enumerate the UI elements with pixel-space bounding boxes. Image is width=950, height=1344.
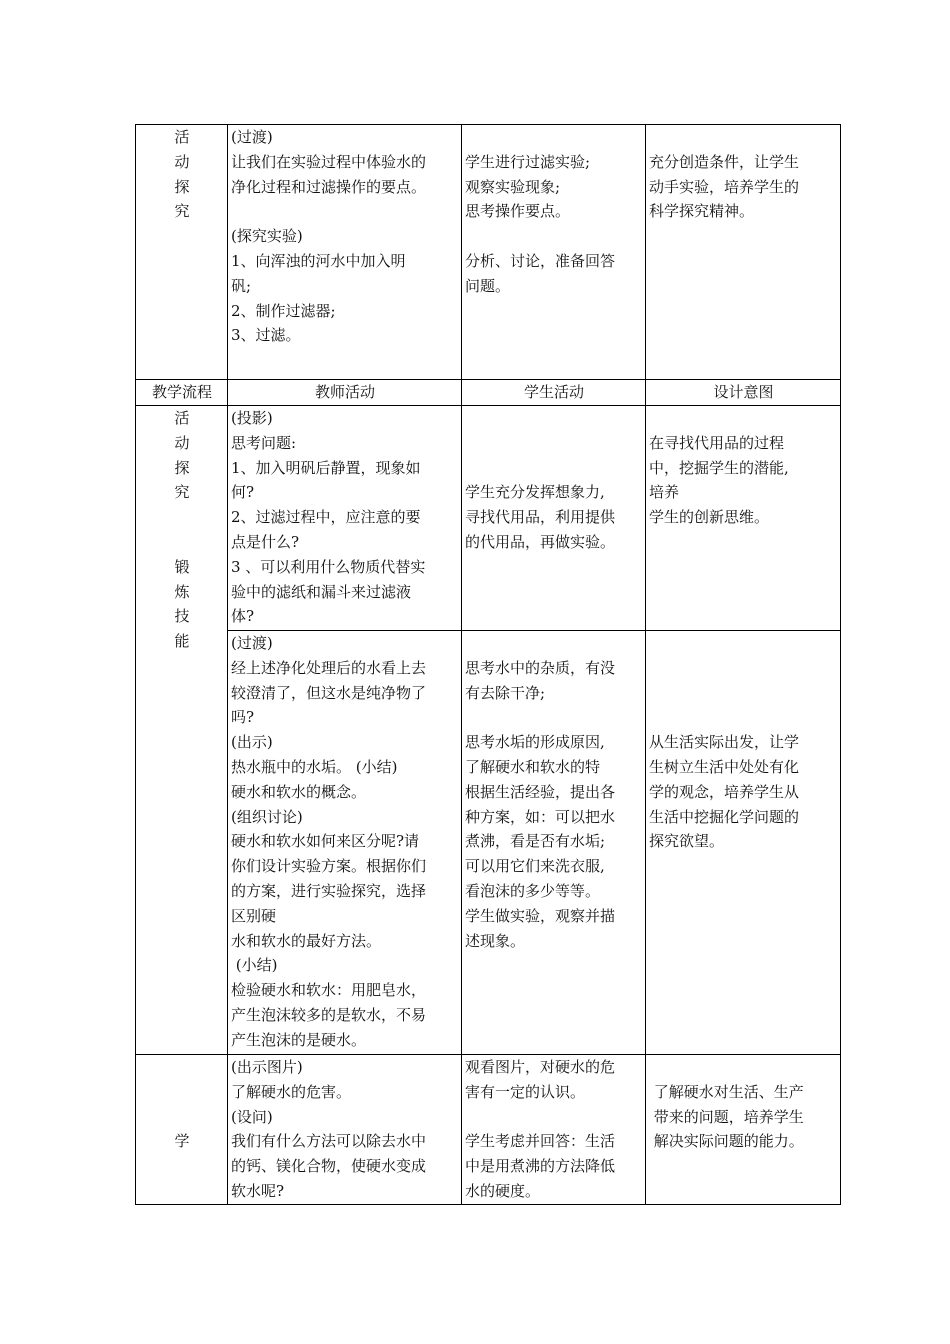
- stage-cell: [136, 125, 228, 380]
- text-line: 有去除干净;: [465, 683, 546, 702]
- text-line: 寻找代用品，利用提供: [465, 508, 616, 527]
- text-line: 究: [174, 202, 190, 221]
- text-line: (出示): [231, 733, 273, 752]
- text-line: 学的观念，培养学生从: [649, 782, 800, 801]
- design-intent-cell: [646, 1055, 841, 1205]
- text-line: 动: [174, 433, 190, 452]
- text-line: 动手实验，培养学生的: [649, 177, 800, 196]
- table-row: [136, 125, 841, 380]
- design-intent-cell: [646, 406, 841, 631]
- text-line: 看泡沫的多少等等。: [465, 881, 601, 900]
- text-line: 活: [174, 409, 190, 427]
- text-line: 了解硬水的危害。: [231, 1082, 352, 1101]
- table-row: [136, 631, 841, 1055]
- text-line: [465, 456, 643, 481]
- text-line: [649, 681, 838, 706]
- text-line: [139, 1055, 225, 1080]
- text-line: 根据生活经验，提出各: [465, 782, 616, 801]
- text-line: (组织讨论): [231, 807, 303, 826]
- table-row: [136, 1055, 841, 1205]
- lesson-plan-table: [135, 124, 841, 1205]
- text-line: 水和软水的最好方法。: [231, 931, 382, 950]
- text-line: 经上述净化处理后的水看上去: [231, 658, 427, 677]
- text-line: 矾;: [231, 276, 252, 295]
- text-line: 了解硬水和软水的特: [465, 757, 601, 776]
- text-line: [465, 1105, 643, 1130]
- text-line: 我们有什么方法可以除去水中: [231, 1132, 427, 1151]
- text-line: 培养: [649, 483, 680, 502]
- text-line: 点是什么?: [231, 532, 300, 551]
- text-line: 从生活实际出发，让学: [649, 733, 800, 752]
- text-line: 热水瓶中的水垢。 (小结): [231, 757, 398, 776]
- design-intent-cell: [646, 125, 841, 380]
- text-line: [465, 705, 643, 730]
- header-teacher-activity: 教师活动: [228, 380, 462, 406]
- text-line: 学生充分发挥想象力,: [465, 483, 605, 502]
- text-line: 探: [174, 177, 190, 196]
- text-line: 探: [174, 458, 190, 477]
- text-line: 吗?: [231, 708, 255, 727]
- text-line: 煮沸，看是否有水垢;: [465, 832, 606, 851]
- text-line: 产生泡沫较多的是软水，不易: [231, 1005, 427, 1024]
- header-student-activity: 学生活动: [462, 380, 646, 406]
- text-line: 思考水垢的形成原因,: [465, 733, 605, 752]
- text-line: 科学探究精神。: [649, 202, 755, 221]
- design-intent-cell: [646, 631, 841, 1055]
- text-line: 3、过滤。: [231, 326, 301, 345]
- text-line: 思考问题:: [231, 433, 297, 452]
- text-line: 区别硬: [231, 906, 277, 925]
- text-line: 充分创造条件，让学生: [649, 152, 800, 171]
- text-line: 中，挖掘学生的潜能,: [649, 458, 789, 477]
- text-line: 体?: [231, 607, 255, 626]
- text-line: 学生的创新思维。: [649, 508, 770, 527]
- text-line: 种方案，如：可以把水: [465, 807, 616, 826]
- text-line: 害有一定的认识。: [465, 1082, 586, 1101]
- text-line: [465, 631, 643, 656]
- text-line: [139, 530, 225, 555]
- text-line: 问题。: [465, 276, 511, 295]
- text-line: 的方案，进行实验探究，选择: [231, 881, 427, 900]
- text-line: [649, 1055, 838, 1080]
- stage-cell: [136, 406, 228, 1055]
- text-line: 分析、讨论，准备回答: [465, 251, 616, 270]
- text-line: 你们设计实验方案。根据你们: [231, 857, 427, 876]
- text-line: 学生考虑并回答：生活: [465, 1132, 616, 1151]
- text-line: 学生进行过滤实验;: [465, 152, 591, 171]
- text-line: 思考操作要点。: [465, 202, 571, 221]
- teacher-activity-cell: [228, 406, 462, 631]
- text-line: 活: [174, 128, 190, 146]
- text-line: 1、向浑浊的河水中加入明: [231, 251, 406, 270]
- text-line: 探究欲望。: [649, 832, 725, 851]
- text-line: (过渡): [231, 634, 273, 652]
- text-line: 产生泡沫的是硬水。: [231, 1030, 367, 1049]
- student-activity-cell: [462, 1055, 646, 1205]
- student-activity-cell: [462, 406, 646, 631]
- text-line: (小结): [231, 956, 278, 975]
- text-line: 验中的滤纸和漏斗来过滤液: [231, 582, 412, 601]
- text-line: 观察实验现象;: [465, 177, 561, 196]
- text-line: [465, 125, 643, 150]
- text-line: 可以用它们来洗衣服,: [465, 857, 605, 876]
- text-line: 检验硬水和软水：用肥皂水，: [231, 981, 427, 1000]
- text-line: 在寻找代用品的过程: [649, 433, 785, 452]
- text-line: 的代用品，再做实验。: [465, 532, 616, 551]
- text-line: [649, 631, 838, 656]
- text-line: 何?: [231, 483, 255, 502]
- text-line: 了解硬水对生活、生产: [649, 1082, 804, 1101]
- text-line: 观看图片，对硬水的危: [465, 1058, 616, 1076]
- text-line: [139, 1105, 225, 1130]
- text-line: [139, 505, 225, 530]
- text-line: 净化过程和过滤操作的要点。: [231, 177, 427, 196]
- text-line: 究: [174, 483, 190, 502]
- text-line: [649, 125, 838, 150]
- text-line: 1、加入明矾后静置，现象如: [231, 458, 421, 477]
- header-teaching-process: 教学流程: [136, 380, 228, 406]
- text-line: [649, 656, 838, 681]
- text-line: 中是用煮沸的方法降低: [465, 1157, 616, 1176]
- text-line: [649, 705, 838, 730]
- text-line: 带来的问题，培养学生: [649, 1107, 804, 1126]
- text-line: 学生做实验，观察并描: [465, 906, 616, 925]
- teacher-activity-cell: [228, 1055, 462, 1205]
- text-line: 水的硬度。: [465, 1181, 541, 1200]
- text-line: 让我们在实验过程中体验水的: [231, 152, 427, 171]
- teacher-activity-cell: [228, 125, 462, 380]
- text-line: (出示图片): [231, 1058, 303, 1076]
- text-line: 能: [174, 632, 190, 651]
- text-line: 思考水中的杂质，有没: [465, 658, 616, 677]
- teacher-activity-cell: [228, 631, 462, 1055]
- text-line: [649, 406, 838, 431]
- text-line: (投影): [231, 409, 273, 427]
- stage-cell: [136, 1055, 228, 1205]
- text-line: 生活中挖掘化学问题的: [649, 807, 800, 826]
- text-line: 较澄清了，但这水是纯净物了: [231, 683, 427, 702]
- table-row: [136, 406, 841, 631]
- text-line: 学: [174, 1132, 190, 1151]
- student-activity-cell: [462, 631, 646, 1055]
- text-line: 3 、可以利用什么物质代替实: [231, 557, 426, 576]
- text-line: (设问): [231, 1107, 273, 1126]
- text-line: 硬水和软水如何来区分呢?请: [231, 832, 420, 851]
- text-line: 锻: [174, 557, 190, 576]
- text-line: [465, 431, 643, 456]
- header-design-intent: 设计意图: [646, 380, 841, 406]
- text-line: [139, 1080, 225, 1105]
- text-line: 硬水和软水的概念。: [231, 782, 367, 801]
- text-line: (过渡): [231, 128, 273, 146]
- text-line: 的钙、镁化合物，使硬水变成: [231, 1157, 427, 1176]
- text-line: 解决实际问题的能力。: [649, 1132, 804, 1151]
- text-line: 2、制作过滤器;: [231, 301, 336, 320]
- text-line: 软水呢?: [231, 1181, 285, 1200]
- text-line: [465, 406, 643, 431]
- table-header-row: [136, 380, 841, 406]
- text-line: 述现象。: [465, 931, 526, 950]
- text-line: (探究实验): [231, 227, 303, 246]
- text-line: 动: [174, 152, 190, 171]
- text-line: 技: [174, 607, 190, 626]
- text-line: 2、过滤过程中，应注意的要: [231, 508, 421, 527]
- text-line: 炼: [174, 582, 190, 601]
- text-line: 生树立生活中处处有化: [649, 757, 800, 776]
- student-activity-cell: [462, 125, 646, 380]
- text-line: [231, 199, 459, 224]
- text-line: [465, 224, 643, 249]
